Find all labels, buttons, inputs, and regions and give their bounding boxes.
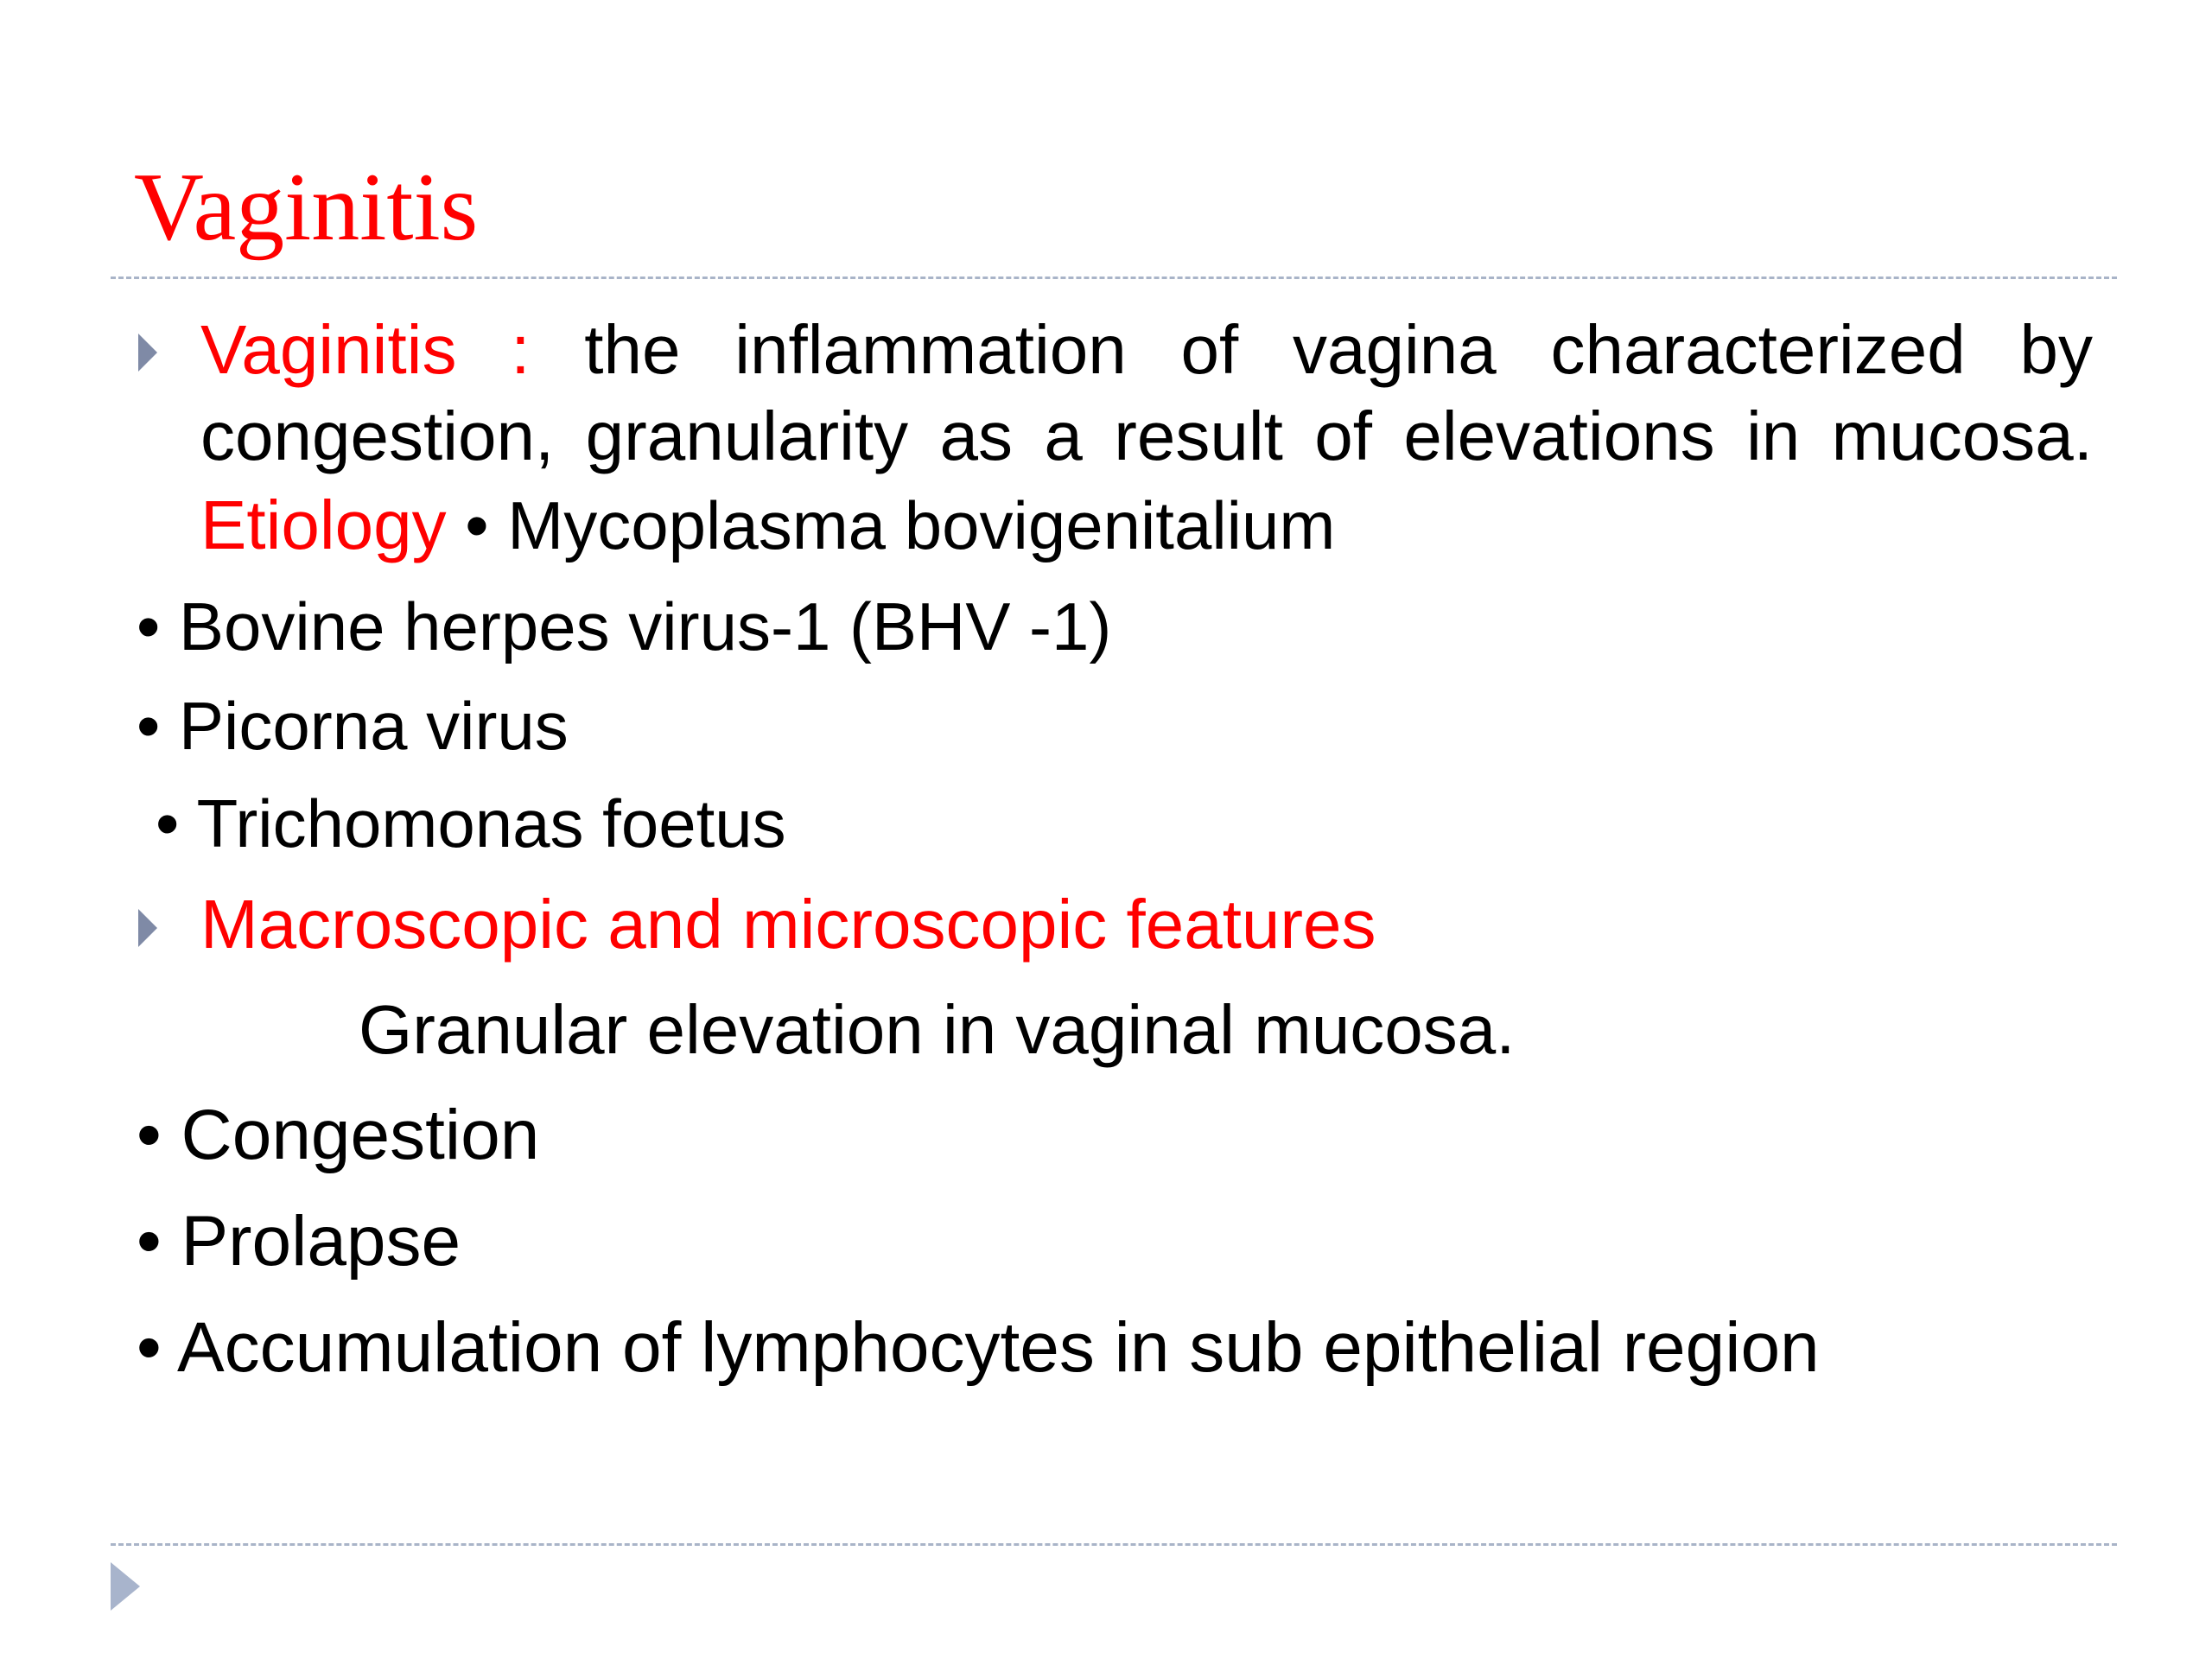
feature-item-lymphocytes: • Accumulation of lymphocytes in sub epithelial region [137,1308,1820,1387]
feature-item-congestion: • Congestion [137,1096,540,1174]
etiology-item-trichomonas: • Trichomonas foetus [156,785,786,861]
etiology-item-bhv: • Bovine herpes virus-1 (BHV -1) [137,588,1112,664]
etiology-first-item: • Mycoplasma bovigenitalium [465,487,1336,563]
definition-text-1: the inflammation of vagina characterized by [584,311,2094,388]
feature-item-prolapse: • Prolapse [137,1202,461,1281]
footer-divider [111,1543,2117,1546]
footer-arrow-icon [111,1562,140,1611]
etiology-line [200,482,1335,569]
bullet-arrow-icon [138,334,157,372]
title-divider [111,276,2117,279]
definition-line-1 [200,307,2093,393]
etiology-item-picorna: • Picorna virus [137,688,569,764]
definition-separator: : [511,311,531,388]
features-description: Granular elevation in vaginal mucosa. [359,991,1516,1068]
features-heading: Macroscopic and microscopic features [200,886,1376,963]
slide-title: Vaginitis [134,154,479,261]
definition-line-2: congestion, granularity as a result of elevations in mucosa. [200,397,2093,474]
etiology-label: Etiology [200,486,447,563]
definition-term: Vaginitis [200,311,457,388]
bullet-arrow-icon [138,909,157,947]
